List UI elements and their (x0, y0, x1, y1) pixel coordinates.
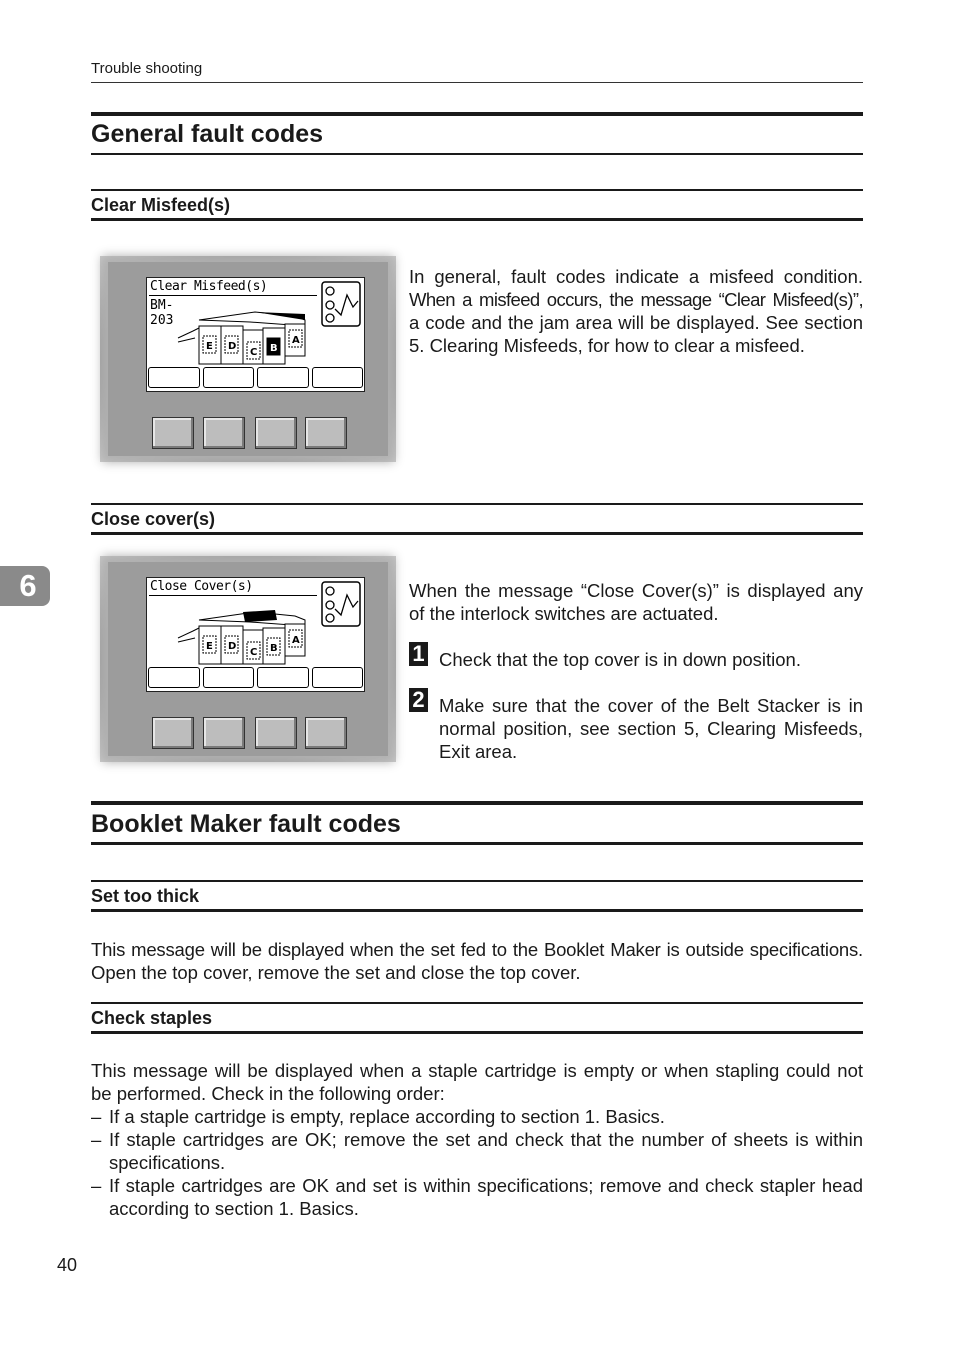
machine-diagram-icon (175, 598, 310, 666)
module-label-c: C (250, 347, 258, 358)
text-line: Exit area. (439, 741, 518, 762)
text-line: normal position, see section 5, Clearing Misfeeds, (439, 718, 863, 739)
section-rule-top (91, 112, 863, 116)
screen-fault-code (150, 298, 173, 328)
subsection-title-check-staples: Check staples (91, 1008, 213, 1028)
bullet-item-1 (109, 1105, 863, 1128)
text-line: according to section 1. Basics. (109, 1198, 359, 1219)
soft-key-3[interactable] (257, 667, 309, 688)
subsection-title-set-too-thick: Set too thick (91, 886, 200, 906)
close-cover-description (409, 579, 863, 625)
subsection-rule-top (91, 189, 863, 191)
soft-key-4[interactable] (312, 667, 364, 688)
subsection-rule-top (91, 880, 863, 882)
bullet-dash: – (91, 1175, 102, 1196)
screen-title-underline (149, 295, 317, 296)
section-title-booklet-maker-fault-codes: Booklet Maker fault codes (91, 810, 401, 838)
soft-key-row (148, 667, 363, 688)
control-panel-close-cover (100, 556, 396, 762)
text-line: 5. Clearing Misfeeds, for how to clear a misfeed. (409, 335, 805, 356)
subsection-title-clear-misfeeds: Clear Misfeed(s) (91, 195, 231, 215)
hard-key-3[interactable] (255, 417, 297, 449)
subsection-rule-bottom (91, 909, 863, 912)
chapter-tab-number: 6 (19, 568, 37, 603)
step-number-1: 1 (409, 642, 428, 666)
module-label-e: E (206, 641, 213, 652)
hard-key-4[interactable] (305, 717, 347, 749)
panel-body (108, 562, 388, 756)
fault-code-line-2: 203 (150, 313, 174, 328)
subsection-rule-top (91, 503, 863, 505)
text-line: If a staple cartridge is empty, replace according to section 1. Basics. (109, 1106, 665, 1127)
text-line: a code and the jam area will be displayed. See section (409, 312, 863, 333)
subsection-title-close-covers: Close cover(s) (91, 509, 216, 529)
section-rule-bottom (91, 153, 863, 155)
soft-key-row (148, 367, 363, 388)
display-screen (146, 577, 365, 692)
text-line: If staple cartridges are OK; remove the set and check that the number of sheets is within (109, 1129, 863, 1150)
diagnostic-icon (321, 581, 361, 627)
module-label-b: B (270, 343, 278, 354)
hard-key-4[interactable] (305, 417, 347, 449)
chapter-tab (0, 566, 50, 606)
bullet-item-2 (109, 1128, 863, 1174)
module-label-a: A (292, 635, 300, 646)
text-line: When the message “Close Cover(s)” is displayed any (409, 580, 863, 601)
section-rule-bottom (91, 842, 863, 845)
panel-body (108, 262, 388, 456)
machine-diagram-icon (175, 298, 310, 366)
clear-misfeed-description (409, 265, 863, 357)
text-line: Open the top cover, remove the set and close the top cover. (91, 962, 581, 983)
hard-key-2[interactable] (203, 717, 245, 749)
subsection-rule-bottom (91, 1031, 863, 1034)
step-number-2: 2 (409, 688, 428, 712)
running-head: Trouble shooting (91, 60, 203, 77)
text-line: This message will be displayed when the set fed to the Booklet Maker is outside specifications. (91, 939, 863, 960)
soft-key-2[interactable] (203, 367, 255, 388)
text-line: In general, fault codes indicate a misfeed condition. (409, 266, 863, 287)
soft-key-4[interactable] (312, 367, 364, 388)
fault-code-line-1: BM- (150, 298, 174, 313)
module-label-a: A (292, 335, 300, 346)
hard-key-3[interactable] (255, 717, 297, 749)
hard-key-1[interactable] (152, 417, 194, 449)
screen-title: Close Cover(s) (150, 579, 253, 594)
bullet-dash: – (91, 1106, 102, 1127)
check-staples-description (91, 1059, 863, 1105)
text-line: When a misfeed occurs, the message “Clear Misfeed(s)”, (409, 289, 863, 310)
text-line: be performed. Check in the following order: (91, 1083, 445, 1104)
screen-title-underline (149, 595, 317, 596)
header-rule (91, 82, 863, 83)
step-2-text (439, 694, 863, 763)
soft-key-2[interactable] (203, 667, 255, 688)
text-line: If staple cartridges are OK and set is within specifications; remove and check stapler head (109, 1175, 863, 1196)
section-title-general-fault-codes: General fault codes (91, 120, 324, 148)
subsection-rule-bottom (91, 218, 863, 221)
text-line: Make sure that the cover of the Belt Stacker is in (439, 695, 863, 716)
module-label-c: C (250, 647, 258, 658)
set-too-thick-description (91, 938, 863, 984)
subsection-rule-top (91, 1002, 863, 1004)
module-label-d: D (228, 641, 237, 652)
soft-key-1[interactable] (148, 367, 200, 388)
screen-title: Clear Misfeed(s) (150, 279, 268, 294)
hard-key-1[interactable] (152, 717, 194, 749)
module-label-b: B (270, 643, 278, 654)
step-1-text (439, 648, 863, 671)
soft-key-1[interactable] (148, 667, 200, 688)
hard-key-2[interactable] (203, 417, 245, 449)
text-line: Check that the top cover is in down position. (439, 649, 801, 670)
module-label-e: E (206, 341, 213, 352)
bullet-item-3 (109, 1174, 863, 1220)
control-panel-clear-misfeed (100, 256, 396, 462)
text-line: of the interlock switches are actuated. (409, 603, 719, 624)
module-label-d: D (228, 341, 237, 352)
subsection-rule-bottom (91, 532, 863, 535)
text-line: This message will be displayed when a staple cartridge is empty or when stapling could not (91, 1060, 863, 1081)
bullet-dash: – (91, 1129, 102, 1150)
diagnostic-icon (321, 281, 361, 327)
page-number: 40 (57, 1255, 78, 1275)
section-rule-top (91, 801, 863, 805)
text-line: specifications. (109, 1152, 226, 1173)
display-screen (146, 277, 365, 392)
soft-key-3[interactable] (257, 367, 309, 388)
